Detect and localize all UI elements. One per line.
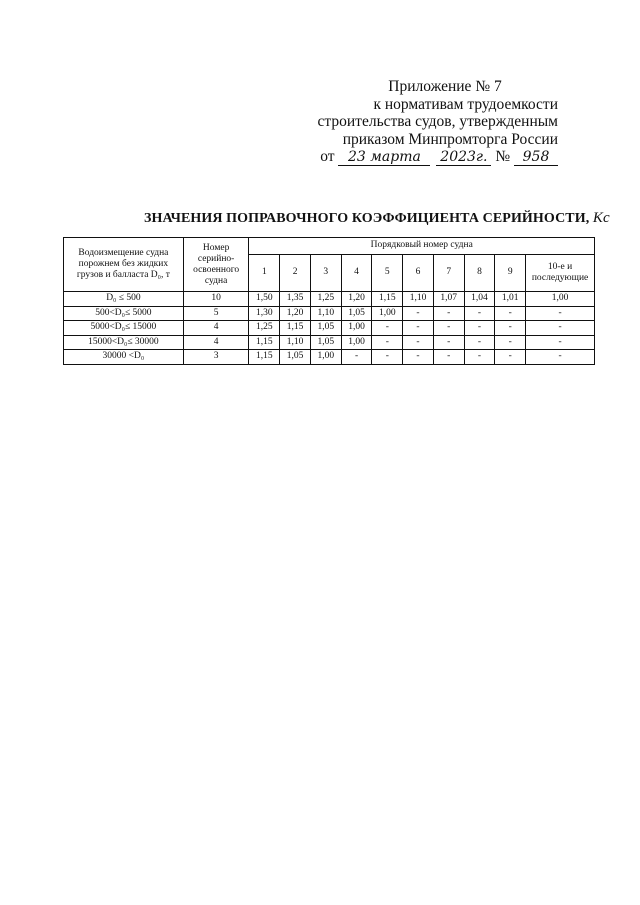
coefficient-cell: 1,00 <box>526 292 595 307</box>
coefficient-cell: 1,01 <box>495 292 526 307</box>
coefficient-cell: 1,00 <box>341 321 372 336</box>
coefficient-cell: 1,00 <box>372 306 403 321</box>
from-label: от <box>320 148 335 165</box>
coefficient-cell: - <box>433 335 464 350</box>
ship-number-header: 8 <box>464 254 495 291</box>
handwritten-date: 23 марта <box>338 150 430 166</box>
coefficient-cell: - <box>403 306 434 321</box>
serial-number-cell: 4 <box>183 321 249 336</box>
coefficient-cell: - <box>495 350 526 365</box>
table-row <box>64 335 595 350</box>
displacement-range-cell: 15000<D₀≤ 30000 <box>64 335 184 350</box>
coefficient-cell: - <box>495 306 526 321</box>
coefficient-cell: 1,15 <box>249 335 280 350</box>
order-date-line <box>268 148 558 166</box>
title-text: ЗНАЧЕНИЯ ПОПРАВОЧНОГО КОЭФФИЦИЕНТА СЕРИЙНОСТИ, <box>144 211 590 226</box>
appendix-ref-line: строительства судов, утвержденным <box>317 113 558 130</box>
appendix-ref-line: к нормативам трудоемкости <box>373 95 558 113</box>
ship-number-header: 4 <box>341 254 372 291</box>
serial-number-cell: 10 <box>183 292 249 307</box>
coefficient-cell: 1,15 <box>249 350 280 365</box>
coefficient-cell: - <box>495 321 526 336</box>
ship-number-header: 5 <box>372 254 403 291</box>
ship-number-header: 9 <box>495 254 526 291</box>
coefficient-cell: - <box>464 350 495 365</box>
displacement-range-cell: D₀ ≤ 500 <box>64 292 184 307</box>
appendix-number: Приложение № 7 <box>388 78 502 95</box>
table-row <box>64 350 595 365</box>
coefficient-cell: 1,35 <box>280 292 311 307</box>
coefficient-cell: - <box>464 306 495 321</box>
ship-number-header: 7 <box>433 254 464 291</box>
serial-number-cell: 5 <box>183 306 249 321</box>
coefficient-cell: - <box>433 306 464 321</box>
coefficient-cell: - <box>403 350 434 365</box>
handwritten-year: 2023г. <box>436 150 491 166</box>
ship-number-header: 2 <box>280 254 311 291</box>
col-displacement-header: Водоизмещение судна порожнем без жидких грузов и балласта D₀, т <box>64 238 184 292</box>
ship-number-header: 6 <box>403 254 434 291</box>
handwritten-order-number: 958 <box>514 150 558 166</box>
coefficient-cell: - <box>403 321 434 336</box>
appendix-ref-line: приказом Минпромторга России <box>342 130 558 148</box>
ship-number-header: 1 <box>249 254 280 291</box>
table-row <box>64 321 595 336</box>
table-row <box>64 306 595 321</box>
coefficient-cell: - <box>526 306 595 321</box>
coefficient-cell: 1,10 <box>403 292 434 307</box>
displacement-range-cell: 500<D₀≤ 5000 <box>64 306 184 321</box>
coefficient-table <box>63 237 595 365</box>
coefficient-cell: 1,05 <box>341 306 372 321</box>
appendix-header <box>268 78 558 166</box>
displacement-range-cell: 5000<D₀≤ 15000 <box>64 321 184 336</box>
serial-number-cell: 3 <box>183 350 249 365</box>
coefficient-cell: 1,20 <box>341 292 372 307</box>
coefficient-cell: - <box>341 350 372 365</box>
coefficient-cell: 1,07 <box>433 292 464 307</box>
ship-number-header: 3 <box>310 254 341 291</box>
coefficient-cell: 1,25 <box>249 321 280 336</box>
coefficient-cell: 1,15 <box>280 321 311 336</box>
coefficient-cell: 1,04 <box>464 292 495 307</box>
coefficient-cell: 1,10 <box>280 335 311 350</box>
coefficient-cell: - <box>526 350 595 365</box>
coefficient-cell: 1,10 <box>310 306 341 321</box>
serial-number-cell: 4 <box>183 335 249 350</box>
table-body <box>64 292 595 365</box>
col-serial-header: Номер серийно-освоенного судна <box>183 238 249 292</box>
coefficient-cell: 1,00 <box>310 350 341 365</box>
coefficient-cell: - <box>526 335 595 350</box>
displacement-range-cell: 30000 <D₀ <box>64 350 184 365</box>
coefficient-cell: 1,30 <box>249 306 280 321</box>
table-title <box>144 210 610 227</box>
coefficient-cell: 1,25 <box>310 292 341 307</box>
ship-number-header: 10-е и последующие <box>526 254 595 291</box>
coefficient-cell: 1,20 <box>280 306 311 321</box>
coefficient-cell: 1,00 <box>341 335 372 350</box>
number-label: № <box>495 148 511 165</box>
coefficient-cell: 1,50 <box>249 292 280 307</box>
coefficient-cell: - <box>464 321 495 336</box>
coefficient-cell: 1,05 <box>310 335 341 350</box>
coefficient-cell: - <box>526 321 595 336</box>
coefficient-cell: - <box>403 335 434 350</box>
coefficient-cell: 1,05 <box>280 350 311 365</box>
table-row <box>64 292 595 307</box>
coefficient-cell: - <box>495 335 526 350</box>
coefficient-cell: - <box>464 335 495 350</box>
coefficient-cell: - <box>372 335 403 350</box>
col-group-header: Порядковый номер судна <box>249 238 595 255</box>
coefficient-cell: - <box>433 350 464 365</box>
coefficient-symbol: Kс <box>592 210 610 226</box>
coefficient-cell: 1,15 <box>372 292 403 307</box>
coefficient-cell: - <box>372 321 403 336</box>
coefficient-cell: - <box>433 321 464 336</box>
coefficient-cell: - <box>372 350 403 365</box>
coefficient-cell: 1,05 <box>310 321 341 336</box>
